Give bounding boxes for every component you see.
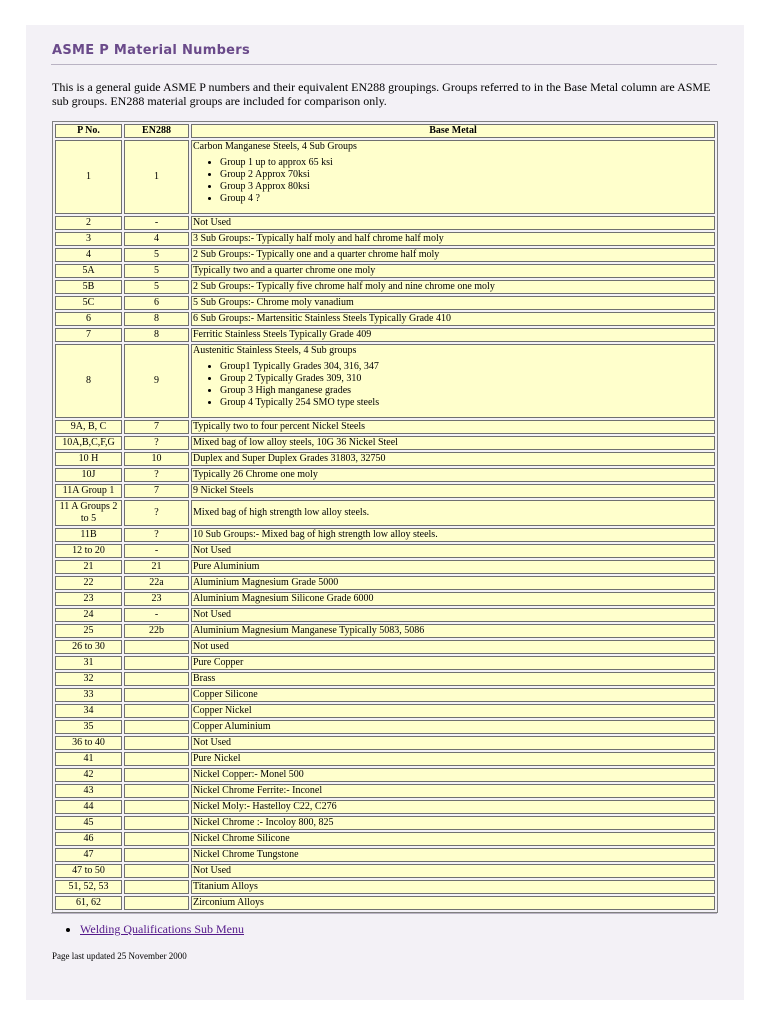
cell-en288: 23 — [124, 592, 189, 606]
cell-p-no: 46 — [55, 832, 122, 846]
cell-en288: ? — [124, 528, 189, 542]
cell-base-metal — [191, 140, 715, 214]
table-row — [55, 592, 715, 606]
list-item: • Group 4 Typically 254 SMO type steels — [220, 397, 713, 409]
table-row — [55, 864, 715, 878]
intro-paragraph: This is a general guide ASME P numbers and their equivalent EN288 groupings. Groups referred to in the Base Metal column are ASME sub groups. EN288 material groups are included for comparison only. — [52, 80, 711, 108]
cell-base-metal: Typically 26 Chrome one moly — [191, 468, 715, 482]
list-item: • Group1 Typically Grades 304, 316, 347 — [220, 361, 713, 373]
cell-base-metal: Nickel Chrome Silicone — [191, 832, 715, 846]
cell-base-metal: Aluminium Magnesium Manganese Typically 5083, 5086 — [191, 624, 715, 638]
table-row — [55, 816, 715, 830]
cell-base-metal: Aluminium Magnesium Grade 5000 — [191, 576, 715, 590]
cell-base-metal: 5 Sub Groups:- Chrome moly vanadium — [191, 296, 715, 310]
list-item: • Group 1 up to approx 65 ksi — [220, 157, 713, 169]
table-row — [55, 264, 715, 278]
table-row — [55, 880, 715, 894]
cell-p-no: 1 — [55, 140, 122, 214]
cell-base-metal: Not Used — [191, 216, 715, 230]
bottom-divider — [51, 913, 717, 914]
cell-p-no: 4 — [55, 248, 122, 262]
table-row — [55, 436, 715, 450]
cell-p-no: 23 — [55, 592, 122, 606]
cell-en288 — [124, 896, 189, 910]
cell-en288 — [124, 672, 189, 686]
cell-base-metal: Pure Aluminium — [191, 560, 715, 574]
cell-base-metal: Typically two and a quarter chrome one moly — [191, 264, 715, 278]
cell-en288 — [124, 736, 189, 750]
table-row — [55, 216, 715, 230]
cell-en288: ? — [124, 468, 189, 482]
table-row — [55, 232, 715, 246]
page-background — [26, 25, 744, 1000]
cell-p-no: 33 — [55, 688, 122, 702]
cell-p-no: 3 — [55, 232, 122, 246]
cell-p-no: 10A,B,C,F,G — [55, 436, 122, 450]
table-row — [55, 768, 715, 782]
cell-p-no: 8 — [55, 344, 122, 418]
page-title: ASME P Material Numbers — [52, 43, 251, 58]
cell-p-no: 5A — [55, 264, 122, 278]
cell-p-no: 5C — [55, 296, 122, 310]
table-row — [55, 656, 715, 670]
cell-base-metal: Not Used — [191, 544, 715, 558]
table-row — [55, 688, 715, 702]
cell-base-metal: Nickel Moly:- Hastelloy C22, C276 — [191, 800, 715, 814]
cell-p-no: 11 A Groups 2 to 5 — [55, 500, 122, 526]
cell-en288: 7 — [124, 420, 189, 434]
cell-base-metal: Not Used — [191, 736, 715, 750]
header-base-metal: Base Metal — [191, 124, 715, 138]
table-row — [55, 328, 715, 342]
cell-base-metal: 9 Nickel Steels — [191, 484, 715, 498]
cell-en288 — [124, 832, 189, 846]
cell-p-no: 12 to 20 — [55, 544, 122, 558]
cell-en288: 10 — [124, 452, 189, 466]
table-row — [55, 848, 715, 862]
cell-p-no: 47 — [55, 848, 122, 862]
cell-p-no: 36 to 40 — [55, 736, 122, 750]
cell-en288 — [124, 768, 189, 782]
cell-p-no: 44 — [55, 800, 122, 814]
table-row — [55, 608, 715, 622]
top-divider — [51, 64, 717, 65]
cell-en288: 5 — [124, 264, 189, 278]
table-row — [55, 484, 715, 498]
cell-base-metal: Mixed bag of low alloy steels, 10G 36 Nickel Steel — [191, 436, 715, 450]
cell-en288 — [124, 704, 189, 718]
cell-base-metal: Ferritic Stainless Steels Typically Grade 409 — [191, 328, 715, 342]
cell-en288: 9 — [124, 344, 189, 418]
base-metal-heading: Austenitic Stainless Steels, 4 Sub groups — [193, 345, 357, 356]
list-item: • Group 2 Approx 70ksi — [220, 169, 713, 181]
cell-en288 — [124, 784, 189, 798]
table-body — [55, 140, 715, 910]
cell-p-no: 35 — [55, 720, 122, 734]
cell-base-metal: Mixed bag of high strength low alloy steels. — [191, 500, 715, 526]
cell-base-metal: 2 Sub Groups:- Typically five chrome half moly and nine chrome one moly — [191, 280, 715, 294]
cell-p-no: 6 — [55, 312, 122, 326]
table-row — [55, 752, 715, 766]
cell-base-metal: Titanium Alloys — [191, 880, 715, 894]
cell-en288: 5 — [124, 280, 189, 294]
cell-en288 — [124, 752, 189, 766]
cell-en288: 22b — [124, 624, 189, 638]
cell-base-metal: Copper Silicone — [191, 688, 715, 702]
cell-base-metal: Nickel Copper:- Monel 500 — [191, 768, 715, 782]
cell-p-no: 47 to 50 — [55, 864, 122, 878]
cell-p-no: 22 — [55, 576, 122, 590]
cell-p-no: 10J — [55, 468, 122, 482]
base-metal-heading: Carbon Manganese Steels, 4 Sub Groups — [193, 141, 357, 152]
cell-en288: 4 — [124, 232, 189, 246]
cell-base-metal: Zirconium Alloys — [191, 896, 715, 910]
table-row — [55, 560, 715, 574]
list-item: • Group 3 High manganese grades — [220, 385, 713, 397]
cell-en288 — [124, 816, 189, 830]
cell-p-no: 31 — [55, 656, 122, 670]
table-row — [55, 720, 715, 734]
cell-base-metal: 2 Sub Groups:- Typically one and a quarter chrome half moly — [191, 248, 715, 262]
cell-en288 — [124, 880, 189, 894]
cell-p-no: 9A, B, C — [55, 420, 122, 434]
cell-base-metal: Nickel Chrome Tungstone — [191, 848, 715, 862]
cell-base-metal: Aluminium Magnesium Silicone Grade 6000 — [191, 592, 715, 606]
table-row — [55, 832, 715, 846]
cell-p-no: 5B — [55, 280, 122, 294]
cell-p-no: 41 — [55, 752, 122, 766]
cell-base-metal: Pure Nickel — [191, 752, 715, 766]
sub-group-list — [193, 361, 713, 409]
cell-p-no: 21 — [55, 560, 122, 574]
cell-p-no: 26 to 30 — [55, 640, 122, 654]
cell-p-no: 2 — [55, 216, 122, 230]
table-row — [55, 624, 715, 638]
table-row — [55, 640, 715, 654]
table-row — [55, 896, 715, 910]
table-row — [55, 500, 715, 526]
cell-en288: ? — [124, 500, 189, 526]
cell-p-no: 43 — [55, 784, 122, 798]
cell-p-no: 34 — [55, 704, 122, 718]
table-row — [55, 736, 715, 750]
cell-base-metal: 3 Sub Groups:- Typically half moly and half chrome half moly — [191, 232, 715, 246]
cell-en288: 6 — [124, 296, 189, 310]
list-item: • Group 4 ? — [220, 193, 713, 205]
list-item: • Group 3 Approx 80ksi — [220, 181, 713, 193]
header-en288: EN288 — [124, 124, 189, 138]
table-row — [55, 544, 715, 558]
cell-en288: - — [124, 216, 189, 230]
table-row — [55, 528, 715, 542]
cell-en288: ? — [124, 436, 189, 450]
cell-en288 — [124, 656, 189, 670]
table-row — [55, 468, 715, 482]
cell-en288 — [124, 640, 189, 654]
sub-group-list — [193, 157, 713, 205]
cell-base-metal: 10 Sub Groups:- Mixed bag of high strength low alloy steels. — [191, 528, 715, 542]
cell-en288: 8 — [124, 312, 189, 326]
table-row — [55, 704, 715, 718]
cell-base-metal: Brass — [191, 672, 715, 686]
table-row — [55, 280, 715, 294]
cell-en288 — [124, 848, 189, 862]
cell-p-no: 25 — [55, 624, 122, 638]
p-number-table — [52, 121, 718, 913]
cell-base-metal: Nickel Chrome Ferrite:- Inconel — [191, 784, 715, 798]
cell-en288 — [124, 864, 189, 878]
cell-p-no: 51, 52, 53 — [55, 880, 122, 894]
header-p-no: P No. — [55, 124, 122, 138]
table-row — [55, 452, 715, 466]
cell-en288 — [124, 688, 189, 702]
cell-base-metal: Nickel Chrome :- Incoloy 800, 825 — [191, 816, 715, 830]
cell-en288 — [124, 800, 189, 814]
cell-p-no: 32 — [55, 672, 122, 686]
cell-en288: 21 — [124, 560, 189, 574]
cell-base-metal — [191, 344, 715, 418]
cell-en288: 5 — [124, 248, 189, 262]
cell-en288: 22a — [124, 576, 189, 590]
cell-base-metal: Not Used — [191, 608, 715, 622]
list-item: • Group 2 Typically Grades 309, 310 — [220, 373, 713, 385]
cell-en288: - — [124, 544, 189, 558]
table-row — [55, 672, 715, 686]
table-row — [55, 784, 715, 798]
table-row — [55, 576, 715, 590]
cell-base-metal: Copper Nickel — [191, 704, 715, 718]
cell-p-no: 11B — [55, 528, 122, 542]
cell-base-metal: Copper Aluminium — [191, 720, 715, 734]
cell-p-no: 7 — [55, 328, 122, 342]
cell-en288 — [124, 720, 189, 734]
cell-en288: 7 — [124, 484, 189, 498]
table-row — [55, 296, 715, 310]
list-item — [80, 922, 244, 937]
cell-en288: 8 — [124, 328, 189, 342]
cell-base-metal: Not used — [191, 640, 715, 654]
cell-p-no: 45 — [55, 816, 122, 830]
last-updated: Page last updated 25 November 2000 — [52, 951, 187, 961]
cell-p-no: 61, 62 — [55, 896, 122, 910]
cell-en288: 1 — [124, 140, 189, 214]
welding-qualifications-link[interactable]: Welding Qualifications Sub Menu — [80, 922, 245, 936]
cell-p-no: 42 — [55, 768, 122, 782]
cell-p-no: 11A Group 1 — [55, 484, 122, 498]
table-row — [55, 420, 715, 434]
cell-base-metal: Typically two to four percent Nickel Steels — [191, 420, 715, 434]
cell-p-no: 24 — [55, 608, 122, 622]
cell-base-metal: 6 Sub Groups:- Martensitic Stainless Steels Typically Grade 410 — [191, 312, 715, 326]
table-row — [55, 800, 715, 814]
cell-en288: - — [124, 608, 189, 622]
table-row — [55, 248, 715, 262]
table-row — [55, 312, 715, 326]
cell-base-metal: Pure Copper — [191, 656, 715, 670]
cell-base-metal: Not Used — [191, 864, 715, 878]
link-list — [66, 922, 244, 937]
cell-p-no: 10 H — [55, 452, 122, 466]
table-row — [55, 344, 715, 418]
table-row — [55, 140, 715, 214]
table-header-row — [55, 124, 715, 138]
cell-base-metal: Duplex and Super Duplex Grades 31803, 32750 — [191, 452, 715, 466]
